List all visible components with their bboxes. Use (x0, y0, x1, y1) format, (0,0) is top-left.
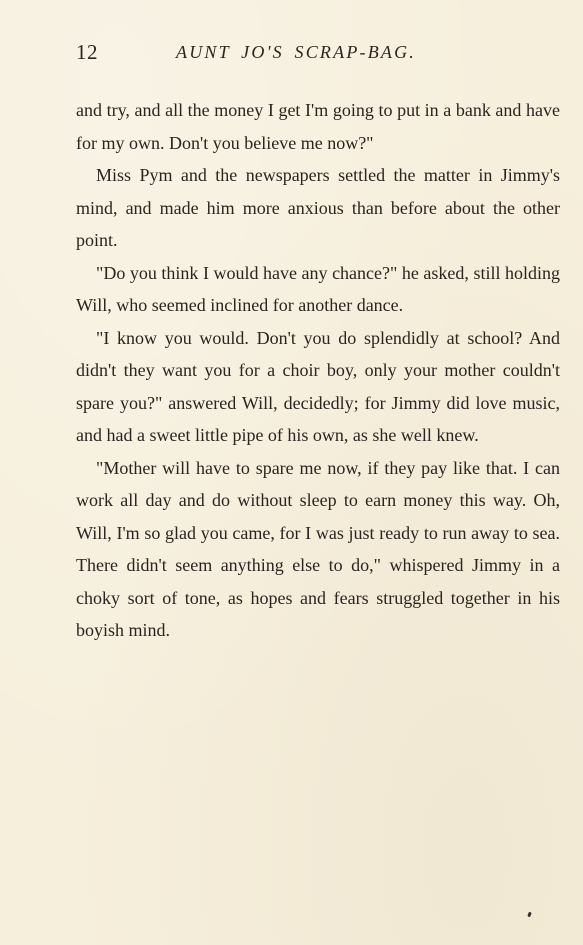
body-text (76, 94, 560, 647)
running-title: AUNT JO'S SCRAP-BAG. (176, 42, 416, 62)
ink-speck (527, 912, 532, 918)
paragraph: Miss Pym and the newspapers settled the matter in Jimmy's mind, and made him more anxious than before about the other point. (76, 165, 560, 250)
paragraph: "Do you think I would have any chance?" he asked, still holding Will, who seemed inclined for another dance. (76, 262, 560, 315)
page-header (76, 40, 560, 74)
paragraph: "I know you would. Don't you do splendidly at school? And didn't they want you for a choir boy, only your mother couldn't spare you?" answered Will, decidedly; for Jimmy did love music, and had a sweet little pipe of his own, as she well knew. (76, 327, 560, 445)
page-number: 12 (76, 40, 98, 64)
paragraph: and try, and all the money I get I'm going to put in a bank and have for my own. Don't you believe me now?" (76, 100, 560, 153)
paragraph: "Mother will have to spare me now, if they pay like that. I can work all day and do without sleep to earn money this way. Oh, Will, I'm so glad you came, for I was just ready to run away to sea. There didn't seem anything else to do," whispered Jimmy in a choky sort of tone, as hopes and fears struggled together in his boyish mind. (76, 457, 560, 640)
